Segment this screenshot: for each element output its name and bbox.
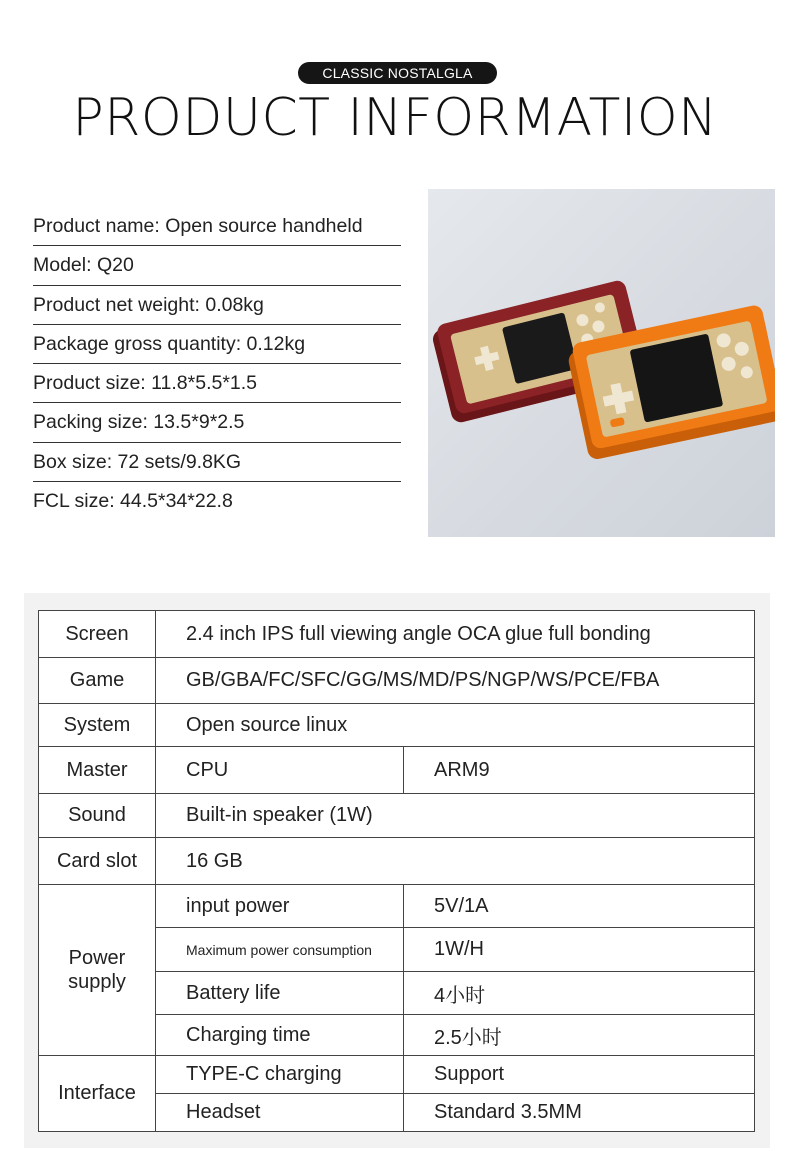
info-product-name: Product name: Open source handheld bbox=[33, 207, 401, 246]
label-system: System bbox=[39, 704, 156, 747]
value-card-slot: 16 GB bbox=[156, 838, 755, 885]
value-input-power: 5V/1A bbox=[404, 885, 755, 928]
label-interface: Interface bbox=[39, 1056, 156, 1132]
label-game: Game bbox=[39, 658, 156, 704]
key-input-power: input power bbox=[156, 885, 404, 928]
value-sound: Built-in speaker (1W) bbox=[156, 794, 755, 838]
section-badge: CLASSIC NOSTALGLA bbox=[298, 62, 497, 84]
info-net-weight: Product net weight: 0.08kg bbox=[33, 286, 401, 325]
product-photo bbox=[428, 189, 775, 537]
label-screen: Screen bbox=[39, 611, 156, 658]
value-game: GB/GBA/FC/SFC/GG/MS/MD/PS/NGP/WS/PCE/FBA bbox=[156, 658, 755, 704]
info-packing-size: Packing size: 13.5*9*2.5 bbox=[33, 403, 401, 442]
info-fcl-size: FCL size: 44.5*34*22.8 bbox=[33, 490, 233, 513]
label-card-slot: Card slot bbox=[39, 838, 156, 885]
key-charging-time: Charging time bbox=[156, 1015, 404, 1056]
page-title: PRODUCT INFORMATION bbox=[72, 88, 718, 148]
value-max-power: 1W/H bbox=[404, 928, 755, 972]
info-box-size: Box size: 72 sets/9.8KG bbox=[33, 443, 401, 482]
label-master: Master bbox=[39, 747, 156, 794]
value-system: Open source linux bbox=[156, 704, 755, 747]
key-max-power: Maximum power consumption bbox=[156, 928, 404, 972]
key-headset: Headset bbox=[156, 1094, 404, 1132]
handheld-consoles-illustration bbox=[428, 189, 775, 537]
value-screen: 2.4 inch IPS full viewing angle OCA glue full bonding bbox=[156, 611, 755, 658]
label-power-supply: Power supply bbox=[39, 885, 156, 1056]
value-cpu: ARM9 bbox=[404, 747, 755, 794]
info-model: Model: Q20 bbox=[33, 246, 401, 285]
key-type-c: TYPE-C charging bbox=[156, 1056, 404, 1094]
info-product-size: Product size: 11.8*5.5*1.5 bbox=[33, 364, 401, 403]
value-type-c: Support bbox=[404, 1056, 755, 1094]
value-headset: Standard 3.5MM bbox=[404, 1094, 755, 1132]
value-charging-time: 2.5小时 bbox=[404, 1015, 755, 1056]
label-sound: Sound bbox=[39, 794, 156, 838]
spec-table bbox=[38, 610, 755, 1132]
info-gross-quantity: Package gross quantity: 0.12kg bbox=[33, 325, 401, 364]
key-cpu: CPU bbox=[156, 747, 404, 794]
value-battery-life: 4小时 bbox=[404, 972, 755, 1015]
product-info-list bbox=[33, 207, 401, 521]
key-battery-life: Battery life bbox=[156, 972, 404, 1015]
